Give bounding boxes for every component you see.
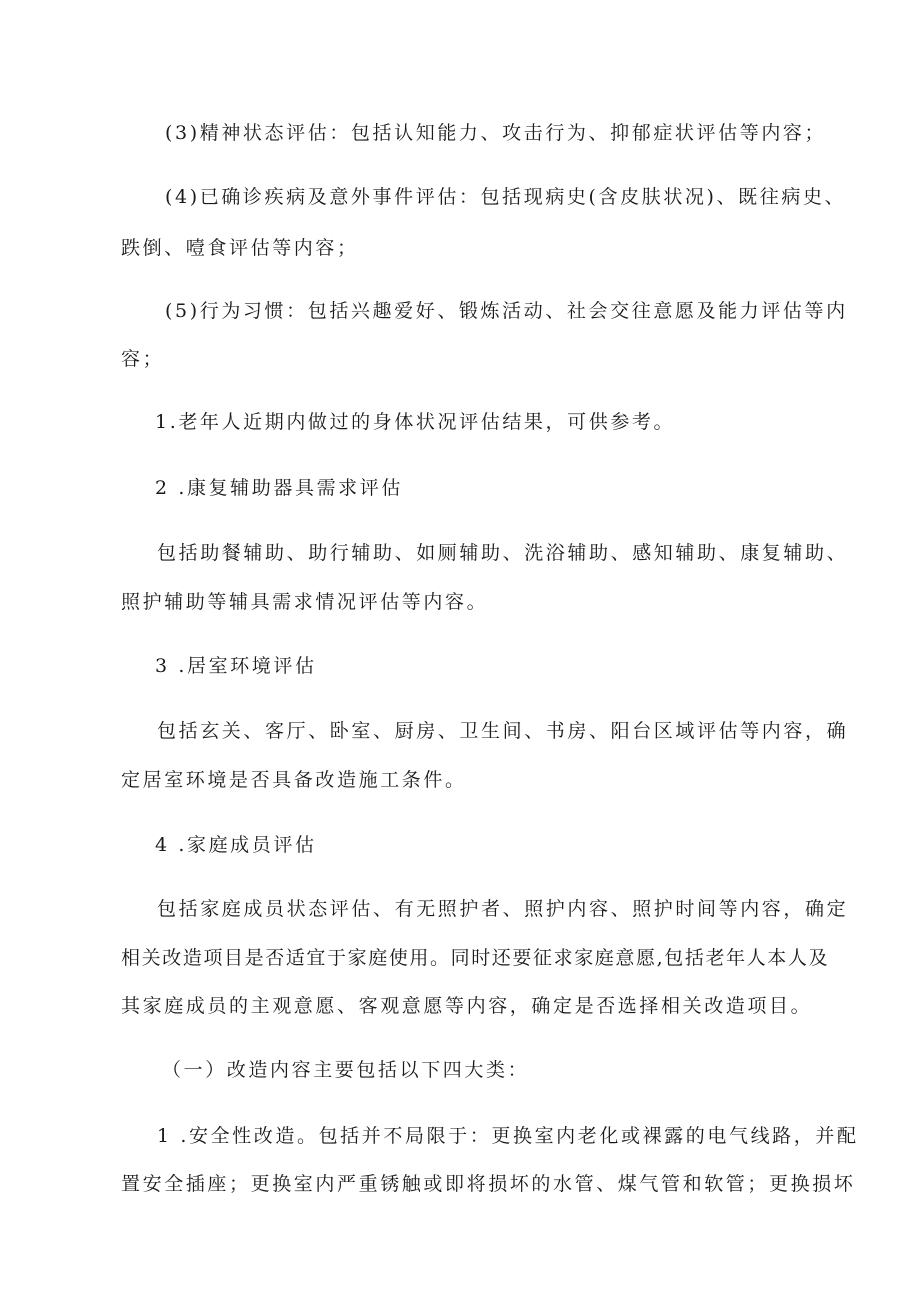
paragraph-family-members-line3: 其家庭成员的主观意愿、客观意愿等内容，确定是否选择相关改造项目。 <box>121 995 813 1017</box>
paragraph-safety-renovation-line2: 置安全插座；更换室内严重锈触或即将损坏的水管、煤气管和软管；更换损坏 <box>121 1173 856 1195</box>
heading-rehab-aids-assessment: 2 .康复辅助器具需求评估 <box>155 477 403 499</box>
heading-home-environment-assessment: 3 .居室环境评估 <box>155 655 317 677</box>
paragraph-mental-state-assessment: (3)精神状态评估：包括认知能力、攻击行为、抑郁症状评估等内容； <box>165 122 827 144</box>
paragraph-safety-renovation-line1: 1 .安全性改造。包括并不局限于：更换室内老化或裸露的电气线路，并配 <box>157 1125 859 1147</box>
heading-family-members-assessment: 4 .家庭成员评估 <box>155 834 317 856</box>
paragraph-disease-assessment-line1: (4)已确诊疾病及意外事件评估：包括现病史(含皮肤状况)、既往病史、 <box>165 186 847 208</box>
paragraph-behavior-habits-line2: 容； <box>121 348 165 370</box>
paragraph-family-members-line1: 包括家庭成员状态评估、有无照护者、照护内容、照护时间等内容，确定 <box>157 898 849 920</box>
paragraph-disease-assessment-line2: 跌倒、噎食评估等内容； <box>121 237 359 259</box>
paragraph-family-members-line2: 相关改造项目是否适宜于家庭使用。同时还要征求家庭意愿,包括老年人本人及 <box>121 947 830 969</box>
paragraph-behavior-habits-line1: (5)行为习惯：包括兴趣爱好、锻炼活动、社会交往意愿及能力评估等内 <box>165 300 848 322</box>
paragraph-home-environment-line1: 包括玄关、客厅、卧室、厨房、卫生间、书房、阳台区域评估等内容，确 <box>157 720 849 742</box>
paragraph-rehab-aids-line2: 照护辅助等辅具需求情况评估等内容。 <box>121 591 489 613</box>
heading-renovation-content-categories: （一）改造内容主要包括以下四大类： <box>162 1059 530 1081</box>
paragraph-recent-health-results: 1.老年人近期内做过的身体状况评估结果，可供参考。 <box>155 411 676 433</box>
paragraph-home-environment-line2: 定居室环境是否具备改造施工条件。 <box>121 769 467 791</box>
paragraph-rehab-aids-line1: 包括助餐辅助、助行辅助、如厕辅助、洗浴辅助、感知辅助、康复辅助、 <box>157 542 849 564</box>
